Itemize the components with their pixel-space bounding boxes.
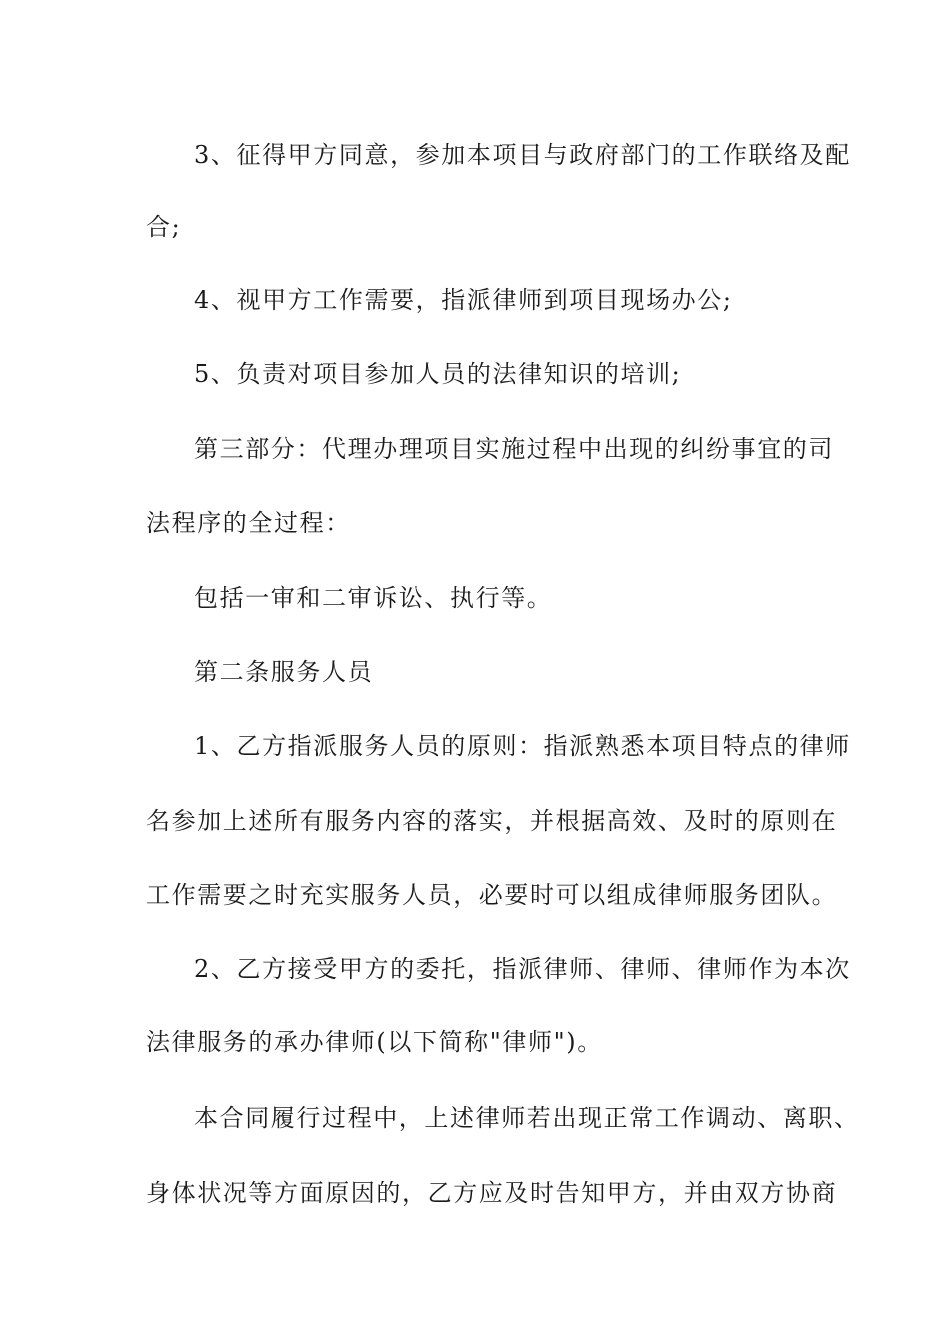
article-heading: 第二条服务人员 xyxy=(194,658,374,686)
section-heading-line: 法程序的全过程： xyxy=(146,509,351,537)
paragraph-line: 包括一审和二审诉讼、执行等。 xyxy=(194,584,553,612)
section-heading-line: 第三部分：代理办理项目实施过程中出现的纠纷事宜的司 xyxy=(194,435,834,463)
paragraph-line: 5、负责对项目参加人员的法律知识的培训; xyxy=(194,360,682,388)
paragraph-line: 2、乙方接受甲方的委托，指派律师、律师、律师作为本次 xyxy=(194,955,851,983)
paragraph-line: 名参加上述所有服务内容的落实，并根据高效、及时的原则在 xyxy=(146,807,838,835)
paragraph-line: 本合同履行过程中，上述律师若出现正常工作调动、离职、 xyxy=(194,1104,860,1132)
paragraph-line: 法律服务的承办律师(以下简称"律师")。 xyxy=(146,1028,603,1056)
paragraph-line: 1、乙方指派服务人员的原则：指派熟悉本项目特点的律师 xyxy=(194,732,851,760)
paragraph-line: 身体状况等方面原因的，乙方应及时告知甲方，并由双方协商 xyxy=(146,1179,838,1207)
paragraph-line: 3、征得甲方同意，参加本项目与政府部门的工作联络及配 xyxy=(194,141,851,169)
paragraph-line: 合; xyxy=(146,213,182,241)
paragraph-line: 4、视甲方工作需要，指派律师到项目现场办公; xyxy=(194,286,733,314)
paragraph-line: 工作需要之时充实服务人员，必要时可以组成律师服务团队。 xyxy=(146,881,838,909)
